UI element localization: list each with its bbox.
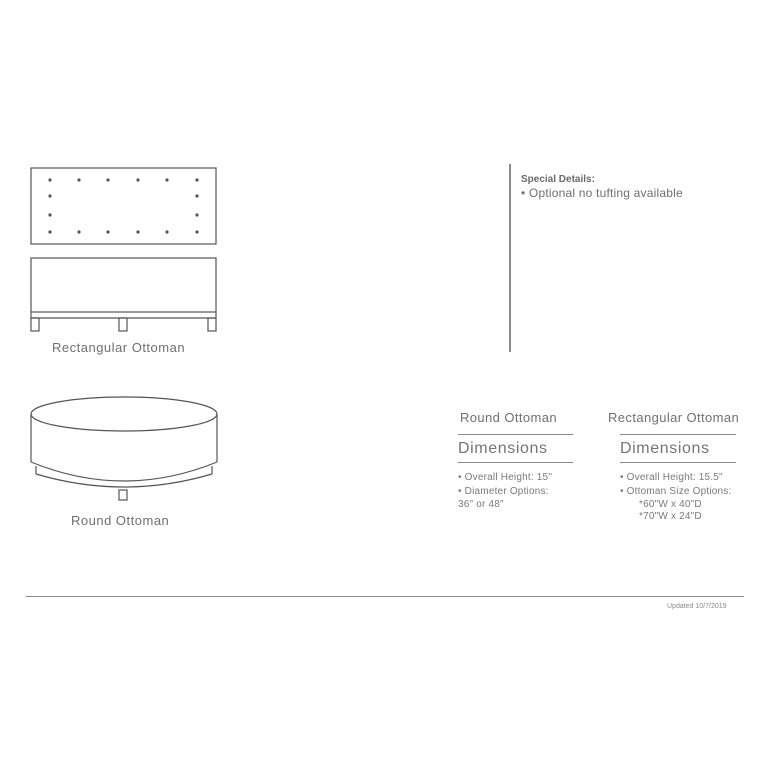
- divider-vertical: [509, 164, 511, 352]
- rect-spec-size-2: *70"W x 24"D: [639, 511, 702, 522]
- round-ottoman-view: [31, 397, 217, 500]
- round-spec-height: • Overall Height: 15": [458, 472, 553, 483]
- footer-divider: [26, 596, 744, 597]
- rule-rect-bottom: [620, 462, 736, 463]
- round-spec-diameter: • Diameter Options:: [458, 486, 549, 497]
- rect-ottoman-front-view: [31, 258, 216, 331]
- rect-spec-height: • Overall Height: 15.5": [620, 472, 723, 483]
- round-dimensions-title: Dimensions: [458, 440, 548, 457]
- rule-rect-top: [620, 434, 736, 435]
- round-spec-diameter-values: 36" or 48": [458, 499, 504, 510]
- special-details-item: • Optional no tufting available: [521, 186, 683, 200]
- rect-spec-size-1: *60"W x 40"D: [639, 499, 702, 510]
- tufting-buttons: [48, 178, 198, 233]
- special-details-title: Special Details:: [521, 174, 595, 185]
- round-ottoman-heading: Round Ottoman: [460, 410, 557, 425]
- rect-dimensions-title: Dimensions: [620, 440, 710, 457]
- rect-ottoman-caption: Rectangular Ottoman: [52, 340, 186, 355]
- rule-round-bottom: [458, 462, 573, 463]
- updated-date: Updated 10/7/2019: [667, 603, 727, 610]
- round-ottoman-caption: Round Ottoman: [71, 513, 170, 528]
- rect-spec-size-options: • Ottoman Size Options:: [620, 486, 732, 497]
- rule-round-top: [458, 434, 573, 435]
- rect-ottoman-top-view: [31, 168, 216, 244]
- rect-ottoman-heading: Rectangular Ottoman: [608, 410, 740, 425]
